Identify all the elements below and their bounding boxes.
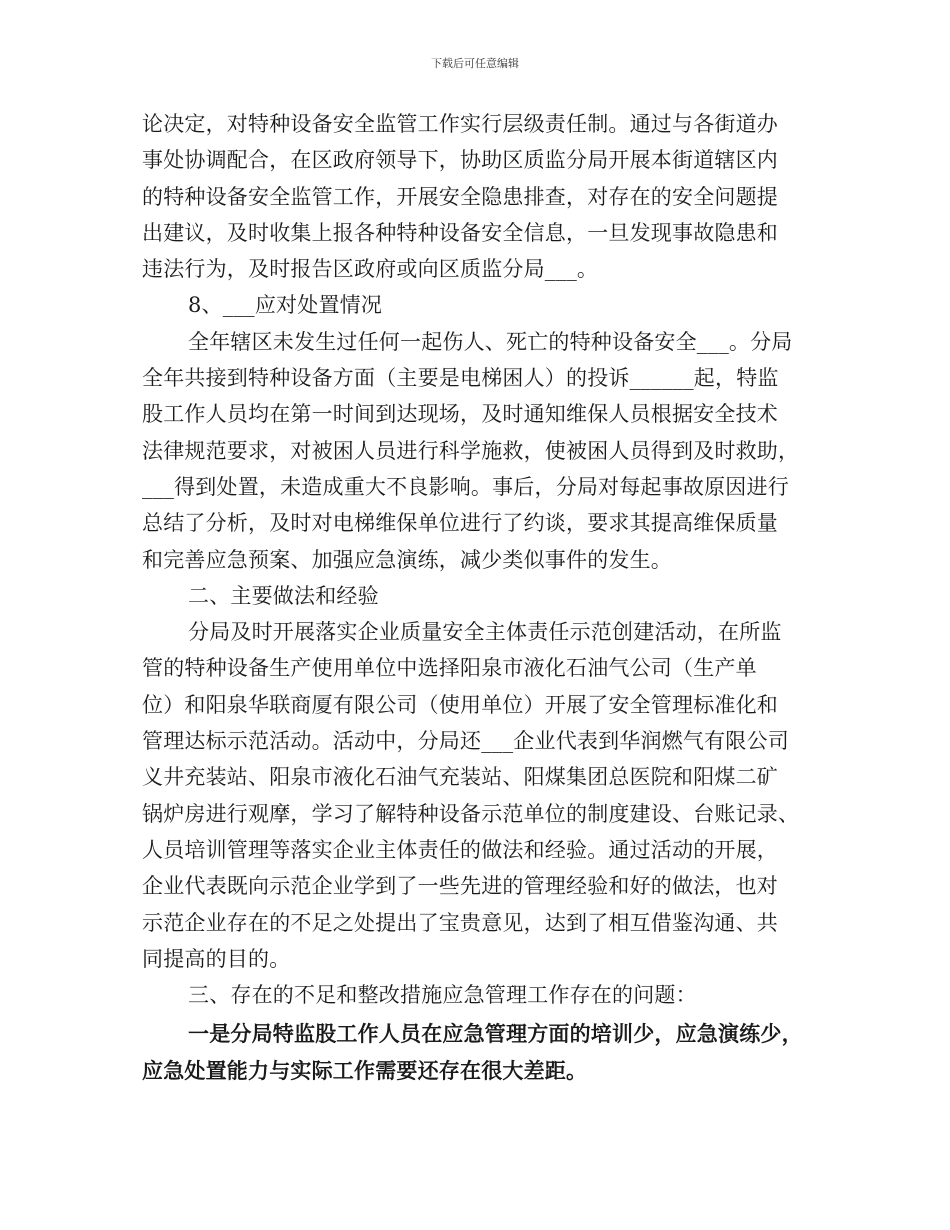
section-heading: 8、___应对处置情况 bbox=[188, 293, 383, 318]
body-line: 管理达标示范活动。活动中，分局还___企业代表到华润燃气有限公司 bbox=[142, 729, 789, 754]
body-line: ___得到处置，未造成重大不良影响。事后，分局对每起事故原因进行 bbox=[142, 474, 789, 499]
body-line: 锅炉房进行观摩，学习了解特种设备示范单位的制度建设、台账记录、 bbox=[142, 801, 800, 826]
body-line: 股工作人员均在第一时间到达现场，及时通知维保人员根据安全技术 bbox=[142, 402, 778, 427]
body-line: 事处协调配合，在区政府领导下，协助区质监分局开展本街道辖区内 bbox=[142, 148, 778, 173]
body-line: 管的特种设备生产使用单位中选择阳泉市液化石油气公司（生产单 bbox=[142, 656, 757, 681]
body-line: 违法行为，及时报告区政府或向区质监分局___。 bbox=[142, 257, 599, 282]
body-line: 论决定，对特种设备安全监管工作实行层级责任制。通过与各街道办 bbox=[142, 112, 778, 136]
paragraph-start: 全年辖区未发生过任何一起伤人、死亡的特种设备安全___。分局 bbox=[188, 329, 793, 354]
body-line: 企业代表既向示范企业学到了一些先进的管理经验和好的做法，也对 bbox=[142, 874, 778, 899]
paragraph-start: 分局及时开展落实企业质量安全主体责任示范创建活动，在所监 bbox=[188, 620, 782, 645]
document-body bbox=[142, 106, 810, 1089]
body-line: 法律规范要求，对被困人员进行科学施救，使被困人员得到及时救助， bbox=[142, 438, 800, 463]
page-header: 下载后可任意编辑 bbox=[431, 57, 519, 70]
body-line: 全年共接到特种设备方面（主要是电梯困人）的投诉______起，特监 bbox=[142, 366, 779, 391]
section-heading: 二、主要做法和经验 bbox=[188, 583, 379, 608]
body-line: 总结了分析，及时对电梯维保单位进行了约谈，要求其提高维保质量 bbox=[142, 511, 778, 536]
body-line: 位）和阳泉华联商厦有限公司（使用单位）开展了安全管理标准化和 bbox=[142, 692, 778, 717]
body-line: 出建议，及时收集上报各种特种设备安全信息，一旦发现事故隐患和 bbox=[142, 220, 778, 245]
body-line: 和完善应急预案、加强应急演练，减少类似事件的发生。 bbox=[142, 547, 672, 572]
bold-paragraph-start: 一是分局特监股工作人员在应急管理方面的培训少，应急演练少， bbox=[188, 1021, 803, 1047]
body-line: 示范企业存在的不足之处提出了宝贵意见，达到了相互借鉴沟通、共 bbox=[142, 910, 778, 935]
body-line: 的特种设备安全监管工作，开展安全隐患排查，对存在的安全问题提 bbox=[142, 184, 778, 209]
body-line: 人员培训管理等落实企业主体责任的做法和经验。通过活动的开展， bbox=[142, 837, 778, 862]
section-heading: 三、存在的不足和整改措施应急管理工作存在的问题： bbox=[188, 983, 697, 1008]
bold-body-line: 应急处置能力与实际工作需要还存在很大差距。 bbox=[142, 1057, 588, 1083]
body-line: 义井充装站、阳泉市液化石油气充装站、阳煤集团总医院和阳煤二矿 bbox=[142, 765, 778, 790]
body-line: 同提高的目的。 bbox=[142, 946, 291, 971]
